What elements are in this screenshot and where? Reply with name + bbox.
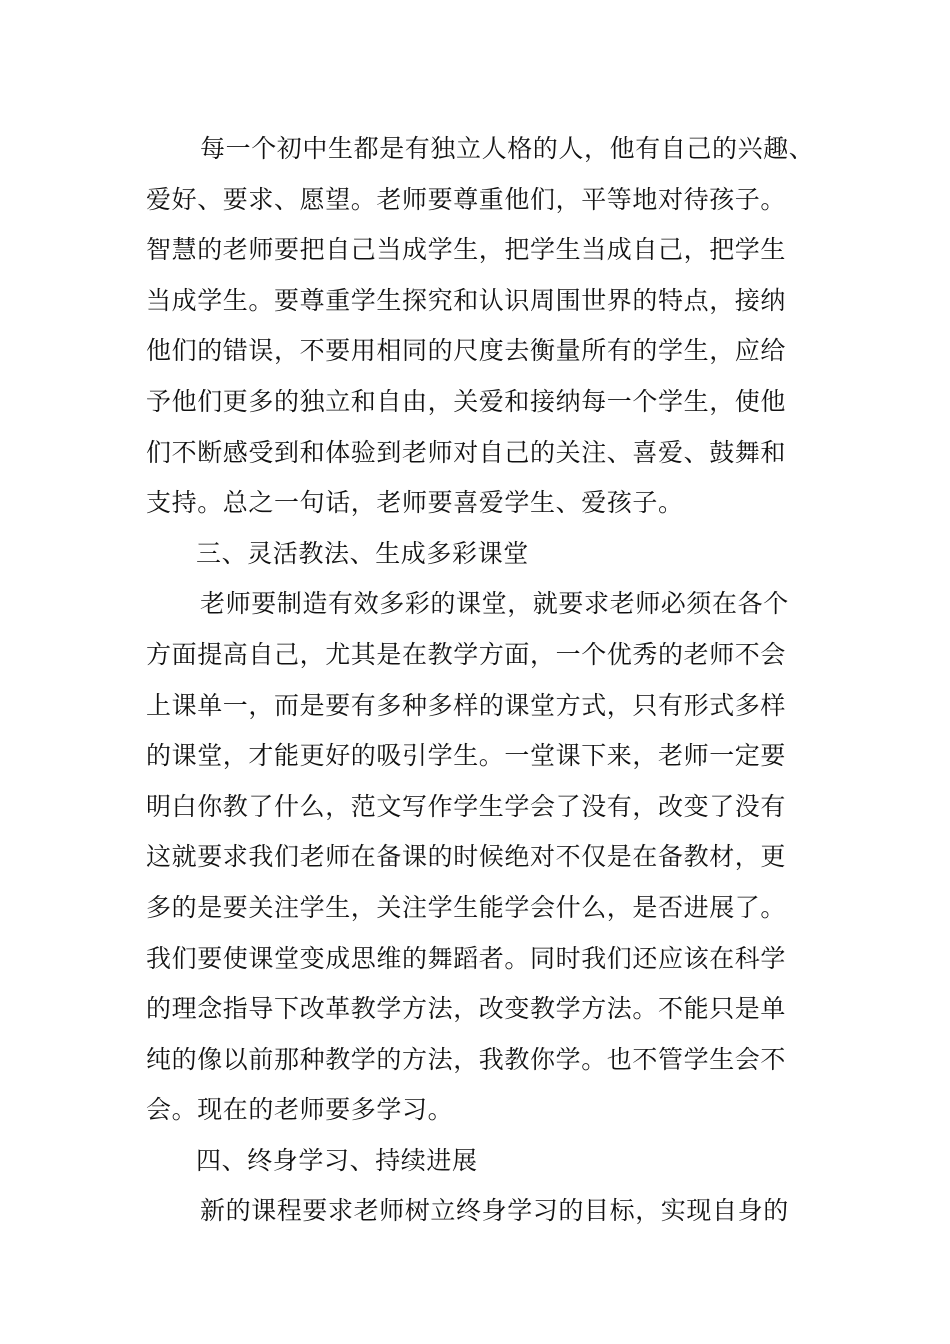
paragraph-line: 上课单一，而是要有多种多样的课堂方式，只有形式多样 xyxy=(146,690,787,720)
paragraph-line: 我们要使课堂变成思维的舞蹈者。同时我们还应该在科学 xyxy=(146,943,787,973)
section-heading: 三、灵活教法、生成多彩课堂 xyxy=(196,538,529,568)
paragraph-line: 这就要求我们老师在备课的时候绝对不仅是在备教材，更 xyxy=(146,842,787,872)
paragraph-line: 老师要制造有效多彩的课堂，就要求老师必须在各个 xyxy=(200,589,789,619)
paragraph-line: 的理念指导下改革教学方法，改变教学方法。不能只是单 xyxy=(146,994,787,1024)
document-body xyxy=(146,124,826,1237)
paragraph-line: 爱好、要求、愿望。老师要尊重他们，平等地对待孩子。 xyxy=(146,184,787,214)
paragraph-line: 当成学生。要尊重学生探究和认识周围世界的特点，接纳 xyxy=(146,285,787,315)
paragraph-line: 支持。总之一句话，老师要喜爱学生、爱孩子。 xyxy=(146,488,684,518)
paragraph-line: 的课堂，才能更好的吸引学生。一堂课下来，老师一定要 xyxy=(146,741,787,771)
paragraph-line: 他们的错误，不要用相同的尺度去衡量所有的学生，应给 xyxy=(146,336,787,366)
section-heading: 四、终身学习、持续进展 xyxy=(196,1145,478,1175)
paragraph-line: 纯的像以前那种教学的方法，我教你学。也不管学生会不 xyxy=(146,1044,787,1074)
paragraph-line: 会。现在的老师要多学习。 xyxy=(146,1095,454,1125)
paragraph-line: 多的是要关注学生，关注学生能学会什么，是否进展了。 xyxy=(146,892,787,922)
paragraph-line: 方面提高自己，尤其是在教学方面，一个优秀的老师不会 xyxy=(146,639,787,669)
paragraph-line: 智慧的老师要把自己当成学生，把学生当成自己，把学生 xyxy=(146,235,787,265)
paragraph-line: 新的课程要求老师树立终身学习的目标，实现自身的 xyxy=(200,1196,789,1226)
paragraph-line: 们不断感受到和体验到老师对自己的关注、喜爱、鼓舞和 xyxy=(146,437,787,467)
paragraph-line: 每一个初中生都是有独立人格的人，他有自己的兴趣、 xyxy=(200,134,815,163)
paragraph-line: 明白你教了什么，范文写作学生学会了没有，改变了没有 xyxy=(146,791,787,821)
paragraph-line: 予他们更多的独立和自由，关爱和接纳每一个学生，使他 xyxy=(146,386,787,416)
